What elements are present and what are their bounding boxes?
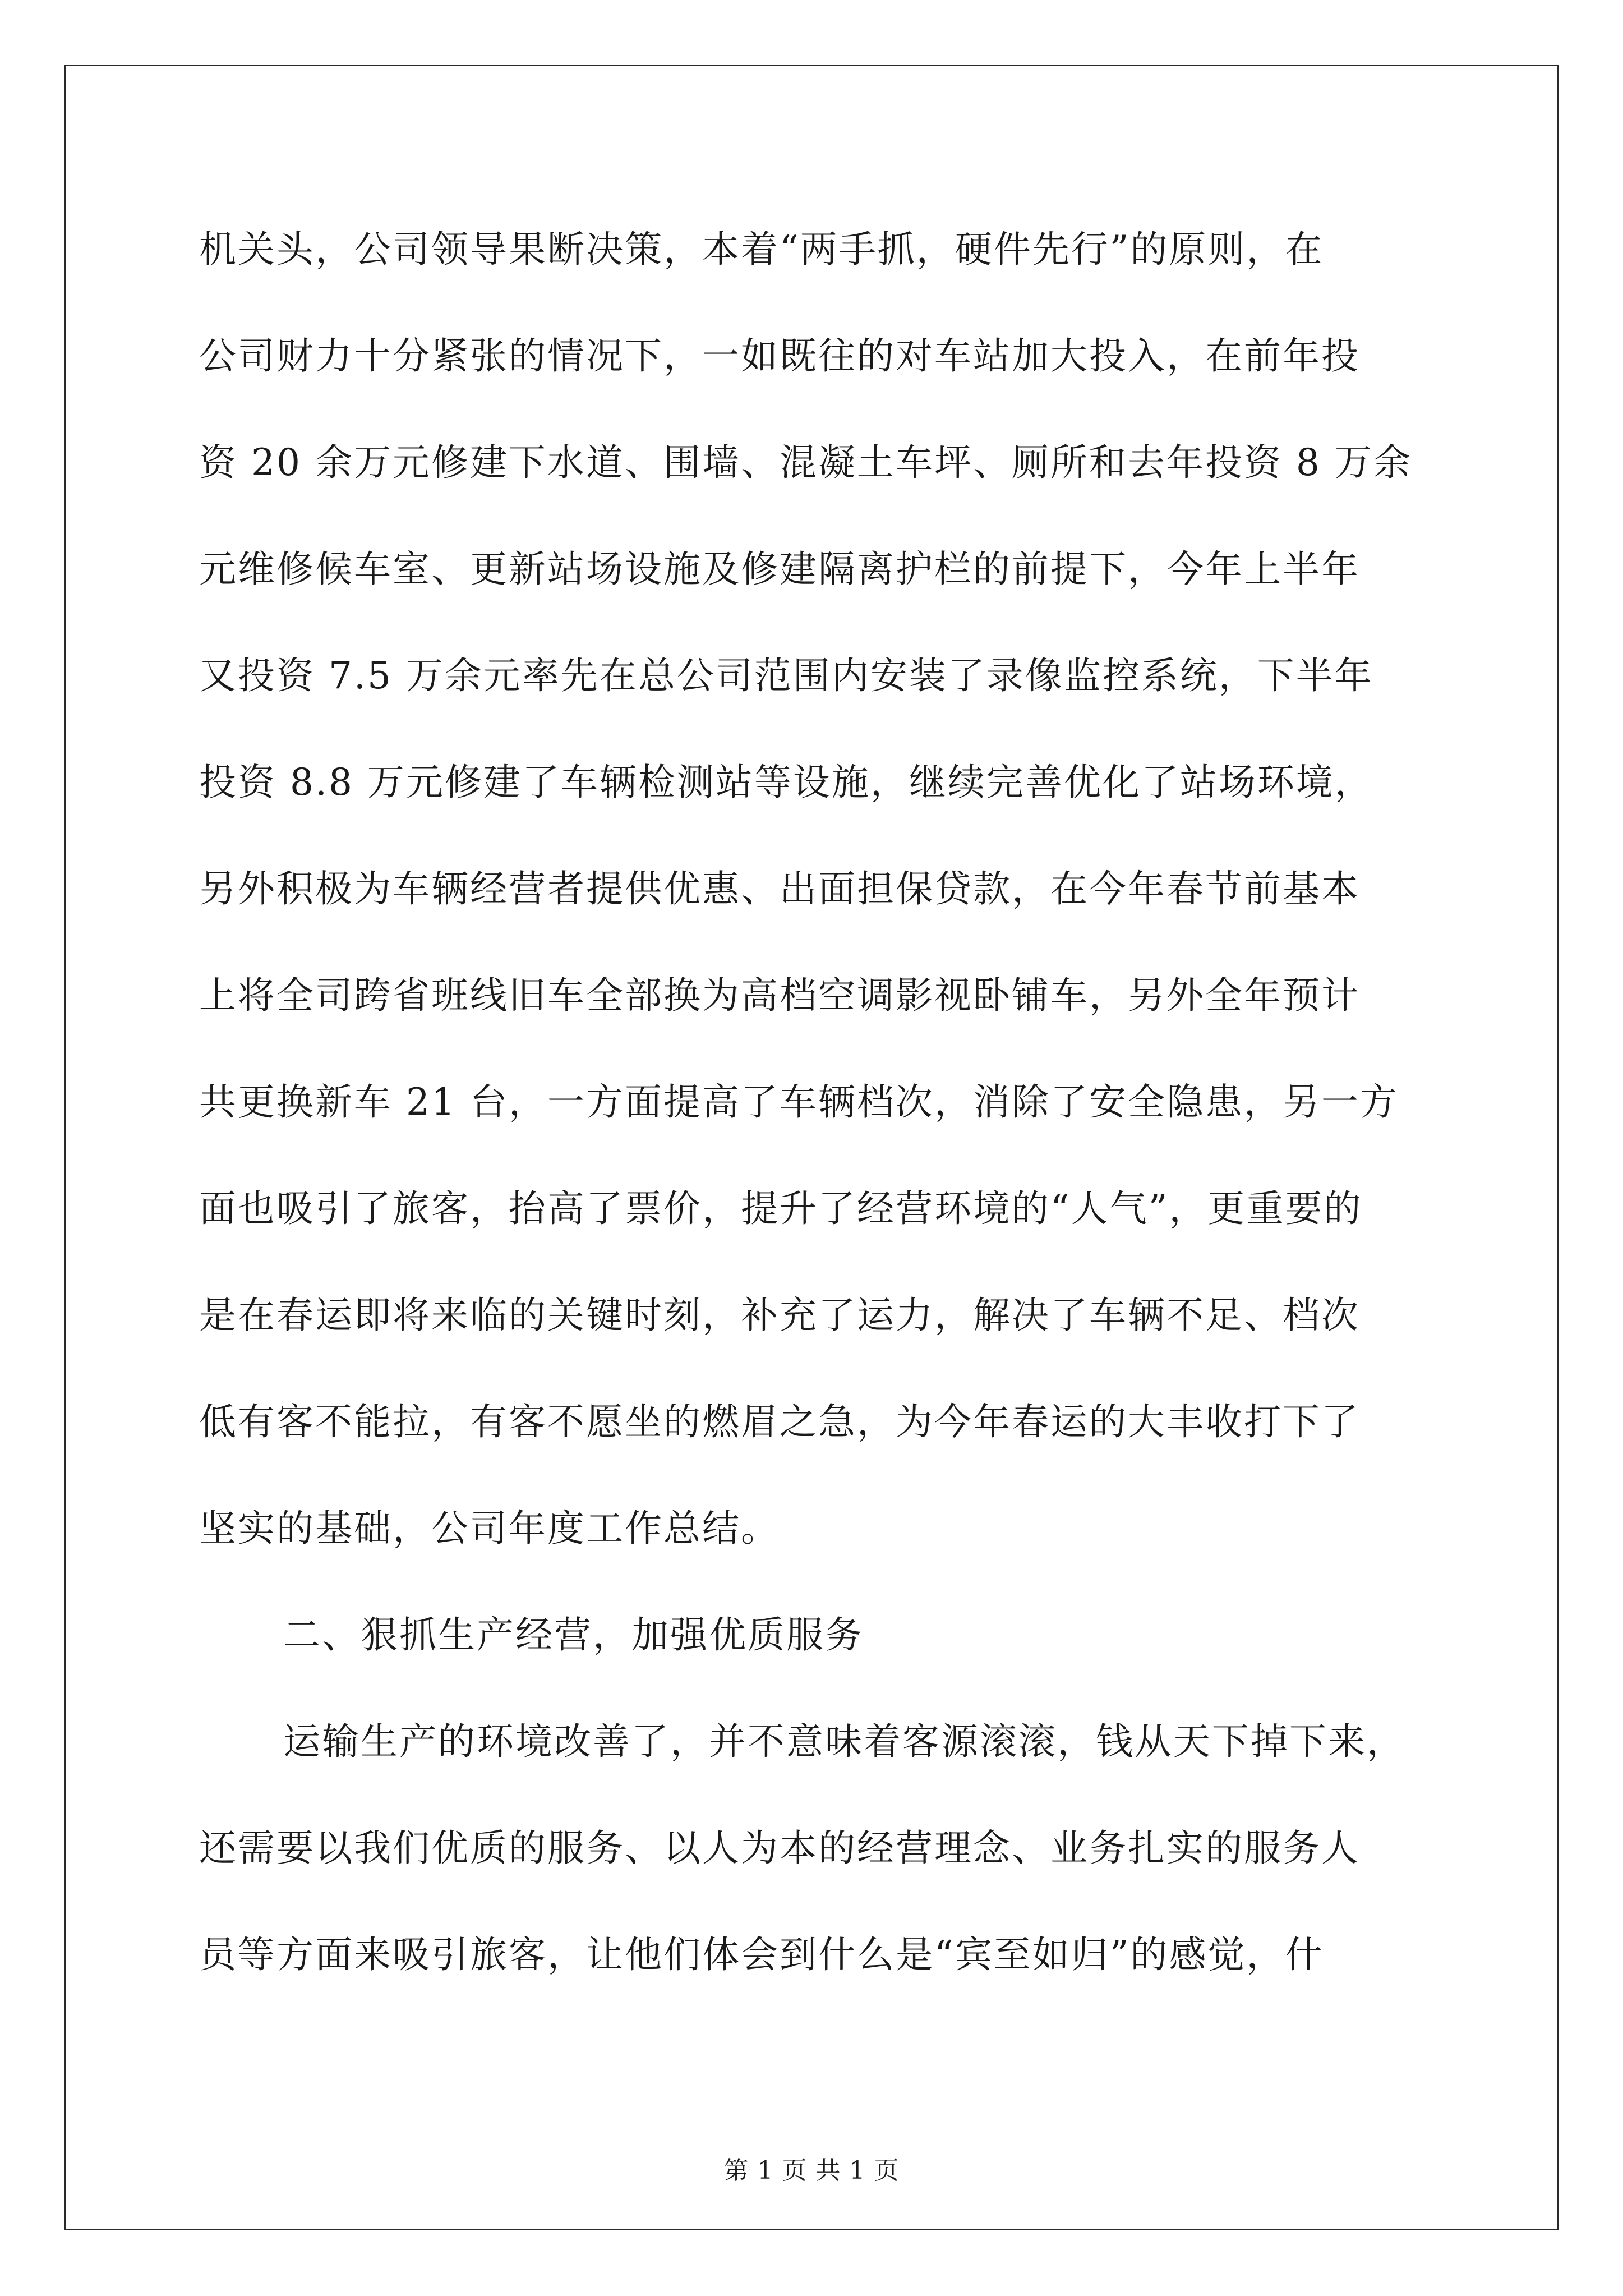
text-line: 另外积极为车辆经营者提供优惠、出面担保贷款，在今年春节前基本 bbox=[199, 867, 1360, 910]
text-line: 运输生产的环境改善了，并不意味着客源滚滚，钱从天下掉下来， bbox=[283, 1720, 1405, 1763]
text-line: 元维修候车室、更新站场设施及修建隔离护栏的前提下，今年上半年 bbox=[199, 547, 1360, 591]
text-line: 低有客不能拉，有客不愿坐的燃眉之急，为今年春运的大丰收打下了 bbox=[199, 1400, 1360, 1443]
text-line: 公司财力十分紧张的情况下，一如既往的对车站加大投入，在前年投 bbox=[199, 334, 1360, 378]
text-line: 上将全司跨省班线旧车全部换为高档空调影视卧铺车，另外全年预计 bbox=[199, 974, 1360, 1017]
text-line: 又投资 7.5 万余元率先在总公司范围内安装了录像监控系统，下半年 bbox=[199, 654, 1373, 697]
text-line: 面也吸引了旅客，抬高了票价，提升了经营环境的“人气”，更重要的 bbox=[199, 1187, 1363, 1230]
text-line: 还需要以我们优质的服务、以人为本的经营理念、业务扎实的服务人 bbox=[199, 1826, 1360, 1870]
text-line: 是在春运即将来临的关键时刻，补充了运力，解决了车辆不足、档次 bbox=[199, 1294, 1360, 1337]
document-body bbox=[199, 213, 1444, 2025]
text-line: 共更换新车 21 台，一方面提高了车辆档次，消除了安全隐患，另一方 bbox=[199, 1080, 1399, 1124]
text-line: 机关头，公司领导果断决策，本着“两手抓，硬件先行”的原则，在 bbox=[199, 228, 1324, 271]
text-line: 资 20 余万元修建下水道、围墙、混凝土车坪、厕所和去年投资 8 万余 bbox=[199, 441, 1412, 484]
section-heading: 二、狠抓生产经营，加强优质服务 bbox=[283, 1613, 864, 1657]
text-line: 投资 8.8 万元修建了车辆检测站等设施，继续完善优化了站场环境， bbox=[199, 761, 1373, 804]
text-line: 坚实的基础，公司年度工作总结。 bbox=[199, 1507, 780, 1550]
page-footer: 第 1 页 共 1 页 bbox=[723, 2156, 900, 2185]
text-line: 员等方面来吸引旅客，让他们体会到什么是“宾至如归”的感觉，什 bbox=[199, 1933, 1324, 1976]
